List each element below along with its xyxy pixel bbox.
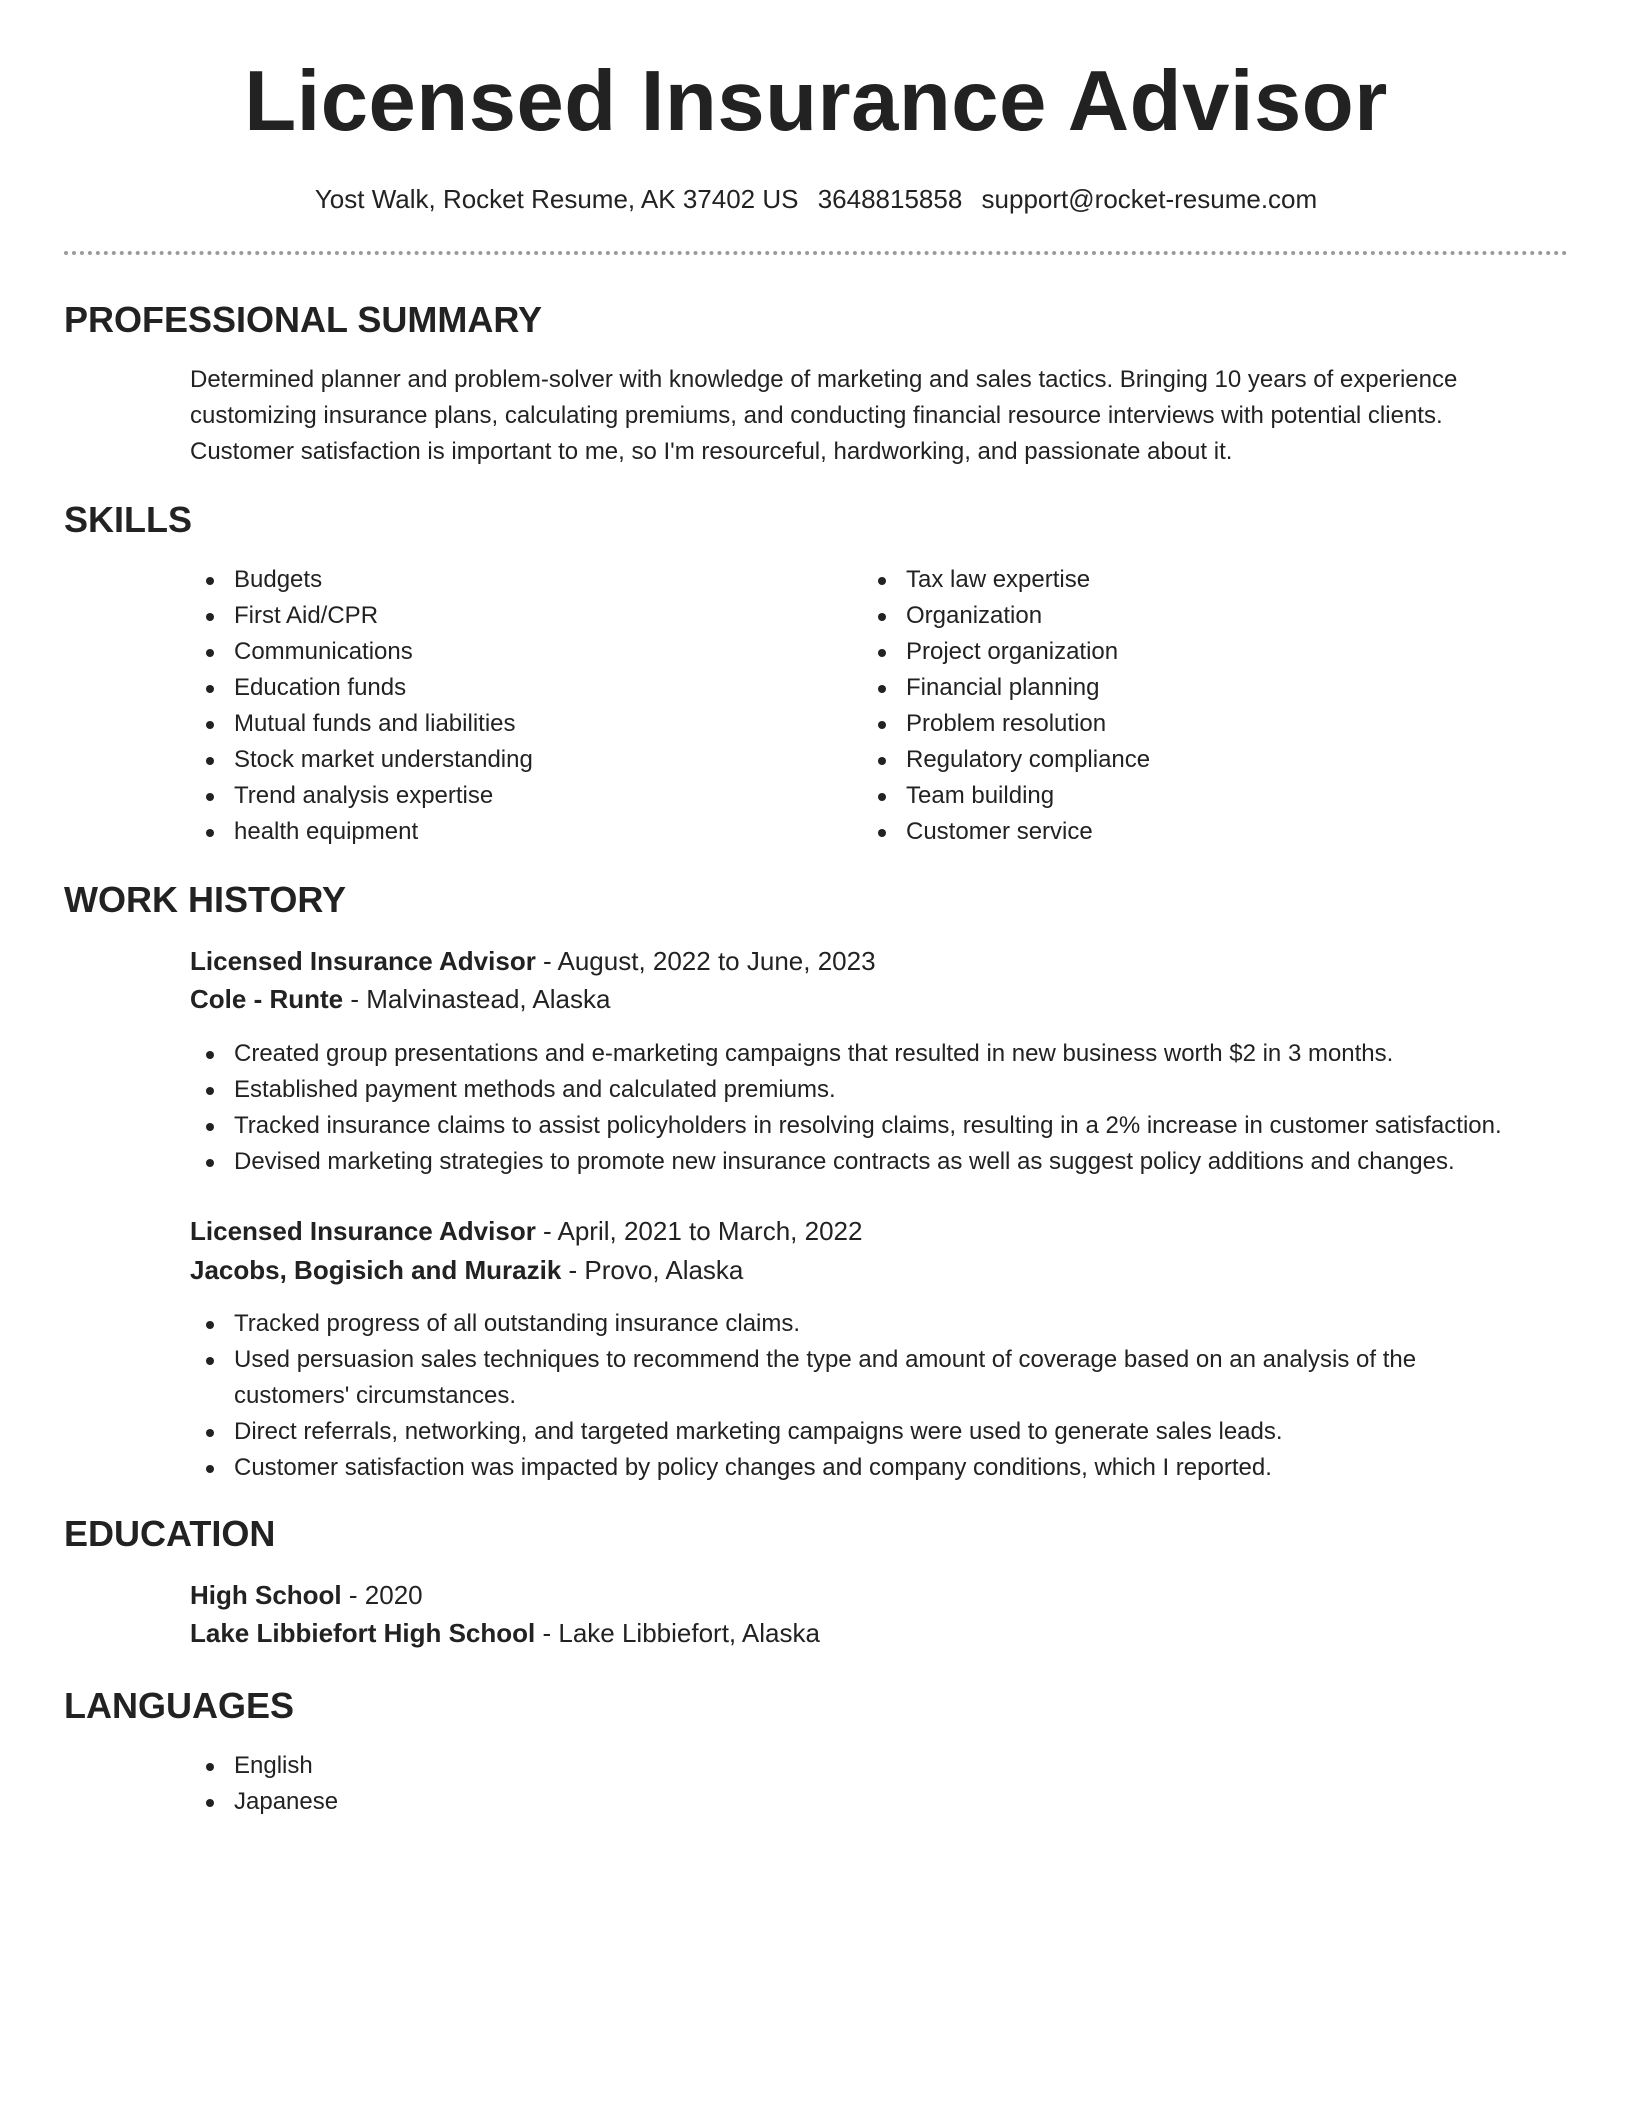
job-bullet: Used persuasion sales techniques to recommend the type and amount of coverage based on an analysis of the customers' circumstances. bbox=[190, 1342, 1480, 1414]
skill-item: Budgets bbox=[190, 562, 830, 598]
skill-item: Customer service bbox=[862, 814, 1502, 850]
job-location: - Provo, Alaska bbox=[561, 1255, 744, 1285]
skill-item: Organization bbox=[862, 598, 1502, 634]
job-role: Licensed Insurance Advisor bbox=[190, 1216, 536, 1246]
skill-item: Financial planning bbox=[862, 670, 1502, 706]
job-dates: - April, 2021 to March, 2022 bbox=[535, 1216, 863, 1246]
summary-heading: PROFESSIONAL SUMMARY bbox=[64, 299, 543, 340]
skill-item: Stock market understanding bbox=[190, 742, 830, 778]
job-company-line bbox=[190, 980, 610, 1018]
contact-phone: 3648815858 bbox=[817, 184, 963, 214]
job-bullet: Customer satisfaction was impacted by policy changes and company conditions, which I reported. bbox=[190, 1450, 1480, 1486]
skills-list-left bbox=[190, 562, 830, 850]
job-dates: - August, 2022 to June, 2023 bbox=[535, 946, 876, 976]
education-school-line bbox=[190, 1614, 820, 1652]
languages-heading: LANGUAGES bbox=[64, 1685, 295, 1726]
skill-item: Trend analysis expertise bbox=[190, 778, 830, 814]
education-heading: EDUCATION bbox=[64, 1513, 276, 1554]
language-item: English bbox=[190, 1748, 790, 1784]
job-company: Jacobs, Bogisich and Murazik bbox=[190, 1255, 562, 1285]
summary-text: Determined planner and problem-solver with knowledge of marketing and sales tactics. Bringing 10 years of experience customizing insurance plans, calculating premiums, and conducting financial resource interviews with potential clients. Customer satisfaction is important to me, so I'm resourceful, hardworking, and passionate about it. bbox=[190, 366, 1458, 465]
education-school: Lake Libbiefort High School bbox=[190, 1618, 536, 1648]
contact-address: Yost Walk, Rocket Resume, AK 37402 US bbox=[314, 184, 799, 214]
contact-line bbox=[0, 180, 1632, 218]
education-location: - Lake Libbiefort, Alaska bbox=[535, 1618, 820, 1648]
skill-item: Regulatory compliance bbox=[862, 742, 1502, 778]
job-bullet: Tracked progress of all outstanding insurance claims. bbox=[190, 1306, 1480, 1342]
skill-item: Communications bbox=[190, 634, 830, 670]
language-item: Japanese bbox=[190, 1784, 790, 1820]
skill-item: health equipment bbox=[190, 814, 830, 850]
contact-email: support@rocket-resume.com bbox=[981, 184, 1318, 214]
job-location: - Malvinastead, Alaska bbox=[343, 984, 611, 1014]
skill-item: First Aid/CPR bbox=[190, 598, 830, 634]
job-bullet: Direct referrals, networking, and targeted marketing campaigns were used to generate sales leads. bbox=[190, 1414, 1480, 1450]
skills-list-right bbox=[862, 562, 1502, 850]
job-company: Cole - Runte bbox=[190, 984, 344, 1014]
skill-item: Problem resolution bbox=[862, 706, 1502, 742]
job-bullets bbox=[190, 1036, 1570, 1180]
skill-item: Education funds bbox=[190, 670, 830, 706]
job-bullets bbox=[190, 1306, 1480, 1486]
job-bullet: Devised marketing strategies to promote new insurance contracts as well as suggest policy additions and changes. bbox=[190, 1144, 1570, 1180]
education-year: - 2020 bbox=[341, 1580, 423, 1610]
skill-item: Tax law expertise bbox=[862, 562, 1502, 598]
work-history-heading: WORK HISTORY bbox=[64, 879, 347, 920]
job-role: Licensed Insurance Advisor bbox=[190, 946, 536, 976]
skill-item: Project organization bbox=[862, 634, 1502, 670]
job-title-line bbox=[190, 942, 876, 980]
candidate-name: Licensed Insurance Advisor bbox=[244, 54, 1388, 149]
job-company-line bbox=[190, 1251, 743, 1289]
education-degree-line bbox=[190, 1576, 423, 1614]
education-degree: High School bbox=[190, 1580, 342, 1610]
skills-heading: SKILLS bbox=[64, 499, 193, 540]
skill-item: Team building bbox=[862, 778, 1502, 814]
job-bullet: Tracked insurance claims to assist policyholders in resolving claims, resulting in a 2% increase in customer satisfaction. bbox=[190, 1108, 1570, 1144]
header-divider bbox=[64, 251, 1568, 255]
job-bullet: Created group presentations and e-marketing campaigns that resulted in new business worth $2 in 3 months. bbox=[190, 1036, 1570, 1072]
job-title-line bbox=[190, 1212, 862, 1250]
languages-list bbox=[190, 1748, 790, 1820]
job-bullet: Established payment methods and calculated premiums. bbox=[190, 1072, 1570, 1108]
skill-item: Mutual funds and liabilities bbox=[190, 706, 830, 742]
